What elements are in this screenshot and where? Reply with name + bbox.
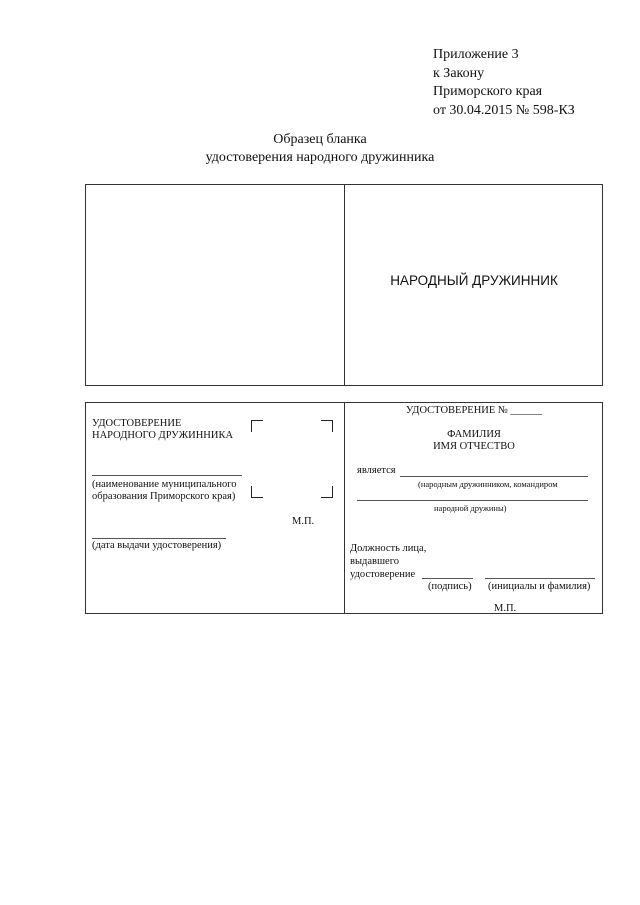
inner-panel <box>85 402 603 614</box>
doc-title-line1: Образец бланка <box>273 132 367 147</box>
name-patronymic-label: ИМЯ ОТЧЕСТВО <box>433 441 515 452</box>
role-caption2: народной дружины) <box>434 503 507 513</box>
official-label3: удостоверение <box>350 569 416 580</box>
signature-line <box>422 578 473 579</box>
photo-corner-top-left <box>251 420 263 432</box>
initials-caption: (инициалы и фамилия) <box>488 581 591 592</box>
right-stamp-label: М.П. <box>494 603 517 614</box>
municipality-caption2: образования Приморского края) <box>92 491 236 502</box>
photo-corner-bottom-left <box>251 486 263 498</box>
role-line-2 <box>357 500 588 501</box>
surname-label: ФАМИЛИЯ <box>447 429 501 440</box>
official-label1: Должность лица, <box>350 543 427 554</box>
left-stamp-label: М.П. <box>292 516 315 527</box>
inner-left-heading2: НАРОДНОГО ДРУЖИННИКА <box>92 430 234 441</box>
municipality-caption1: (наименование муниципального <box>92 479 237 490</box>
issue-date-line <box>92 538 226 539</box>
cover-title: НАРОДНЫЙ ДРУЖИННИК <box>390 273 558 288</box>
role-line <box>400 476 588 477</box>
inner-left-heading1: УДОСТОВЕРЕНИЕ <box>92 418 182 429</box>
appendix-line: от 30.04.2015 № 598-КЗ <box>433 102 575 118</box>
signature-caption: (подпись) <box>428 581 472 592</box>
appendix-line: Приложение 3 <box>433 47 519 62</box>
is-label: является <box>357 465 396 476</box>
certificate-number: УДОСТОВЕРЕНИЕ № ______ <box>405 405 543 416</box>
cover-panel <box>85 184 603 386</box>
initials-line <box>485 578 595 579</box>
photo-corner-bottom-right <box>321 486 333 498</box>
appendix-line: к Закону <box>433 65 485 81</box>
appendix-block <box>433 46 575 120</box>
official-label2: выдавшего <box>350 556 400 567</box>
role-caption1: (народным дружинником, командиром <box>418 479 558 489</box>
municipality-line <box>92 475 242 476</box>
photo-corner-top-right <box>321 420 333 432</box>
doc-title-line2: удостоверения народного дружинника <box>205 150 435 165</box>
issue-date-caption: (дата выдачи удостоверения) <box>92 540 222 551</box>
appendix-line: Приморского края <box>433 84 543 99</box>
